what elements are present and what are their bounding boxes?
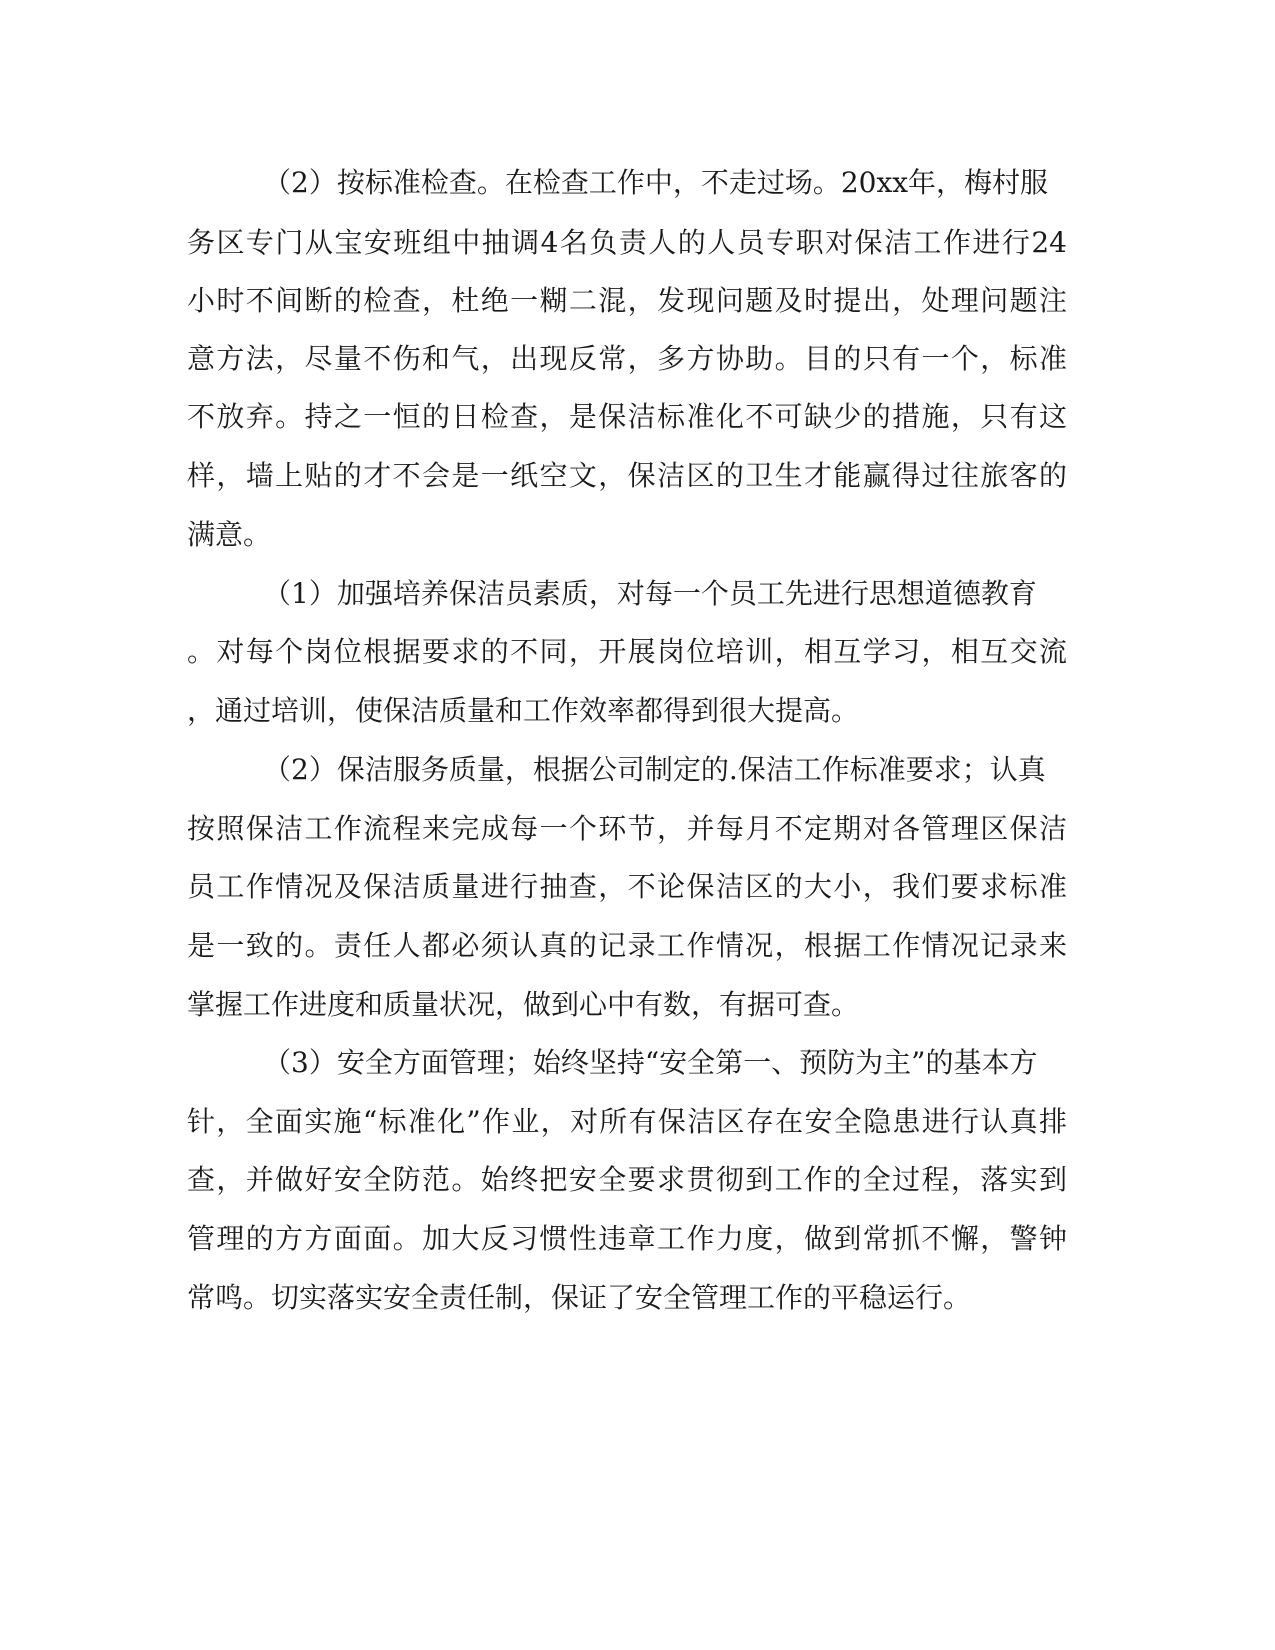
paragraph-4-line-5: 常鸣。切实落实安全责任制，保证了安全管理工作的平稳运行。: [187, 1281, 972, 1314]
paragraph-3-line-1: （2）保洁服务质量，根据公司制定的.保洁工作标准要求；认真: [263, 753, 1046, 786]
paragraph-2-line-2: 。对每个岗位根据要求的不同，开展岗位培训，相互学习，相互交流: [187, 635, 1067, 668]
paragraph-3-line-2: 按照保洁工作流程来完成每一个环节，并每月不定期对各管理区保洁: [187, 812, 1067, 845]
paragraph-1-line-7: 满意。: [187, 518, 272, 551]
paragraph-2-line-1: （1）加强培养保洁员素质，对每一个员工先进行思想道德教育: [263, 577, 1037, 610]
paragraph-1-line-1: （2）按标准检查。在检查工作中，不走过场。20xx年，梅村服: [263, 166, 1049, 199]
paragraph-3-line-3: 员工作情况及保洁质量进行抽查，不论保洁区的大小，我们要求标准: [187, 870, 1067, 903]
paragraph-4-line-1: （3）安全方面管理；始终坚持“安全第一、预防为主”的基本方: [263, 1046, 1038, 1079]
paragraph-4-line-4: 管理的方方面面。加大反习惯性违章工作力度，做到常抓不懈，警钟: [187, 1222, 1067, 1255]
paragraph-1-line-4: 意方法，尽量不伤和气，出现反常，多方协助。目的只有一个，标准: [187, 342, 1067, 375]
paragraph-1-line-5: 不放弃。持之一恒的日检查，是保洁标准化不可缺少的措施，只有这: [187, 400, 1067, 433]
paragraph-1-line-2: 务区专门从宝安班组中抽调4名负责人的人员专职对保洁工作进行24: [187, 226, 1067, 259]
paragraph-1-line-6: 样，墙上贴的才不会是一纸空文，保洁区的卫生才能赢得过往旅客的: [187, 459, 1067, 492]
paragraph-3-line-5: 掌握工作进度和质量状况，做到心中有数，有据可查。: [187, 988, 860, 1021]
paragraph-4-line-2: 针，全面实施“标准化”作业，对所有保洁区存在安全隐患进行认真排: [187, 1105, 1067, 1138]
paragraph-3-line-4: 是一致的。责任人都必须认真的记录工作情况，根据工作情况记录来: [187, 929, 1067, 962]
paragraph-4-line-3: 查，并做好安全防范。始终把安全要求贯彻到工作的全过程，落实到: [187, 1163, 1067, 1196]
paragraph-2-line-3: ，通过培训，使保洁质量和工作效率都得到很大提高。: [187, 694, 860, 727]
paragraph-1-line-3: 小时不间断的检查，杜绝一糊二混，发现问题及时提出，处理问题注: [187, 284, 1067, 317]
